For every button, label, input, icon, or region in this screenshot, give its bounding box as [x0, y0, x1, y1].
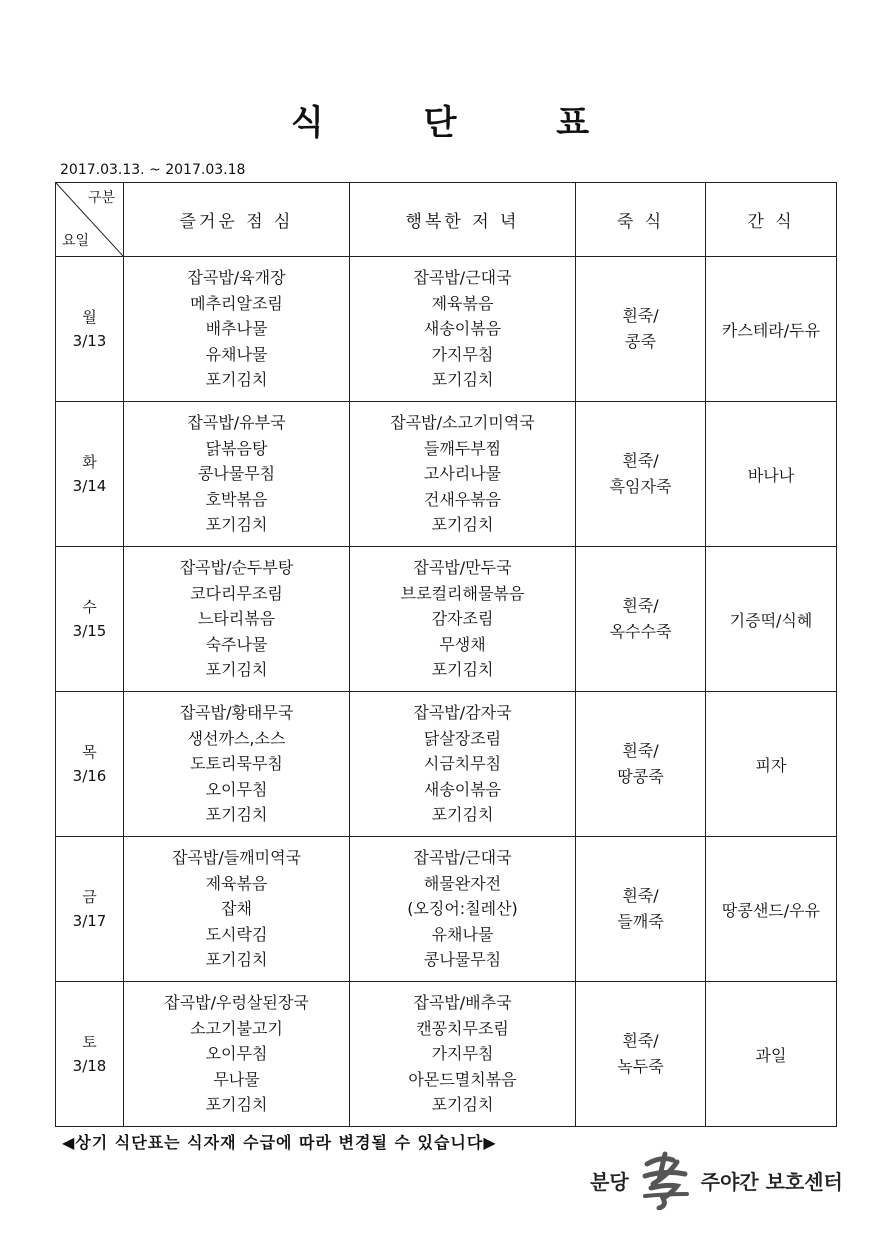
weekday-label: 월 — [82, 308, 97, 326]
logo-text-left: 분당 — [590, 1169, 629, 1194]
porridge-item: 들깨죽 — [617, 912, 664, 931]
change-notice: ◀상기 식단표는 식자재 수급에 따라 변경될 수 있습니다▶ — [62, 1133, 497, 1152]
hyo-character-logo-icon — [637, 1150, 693, 1210]
dinner-header: 행복한 저 녁 — [350, 183, 576, 257]
lunch-item: 도시락김 — [205, 924, 268, 944]
porridge-item: 녹두죽 — [617, 1057, 664, 1076]
lunch-item: 포기김치 — [205, 370, 268, 390]
dinner-item: 캔꽁치무조림 — [416, 1018, 509, 1038]
porridge-item: 흰죽/ — [622, 596, 659, 615]
header-row — [56, 183, 837, 257]
lunch-item: 코다리무조림 — [190, 583, 283, 603]
dinner-cell — [350, 692, 576, 837]
lunch-cell — [124, 257, 350, 402]
lunch-item: 오이무침 — [205, 779, 268, 799]
meal-plan-table — [55, 182, 837, 1127]
dinner-item: 새송이볶음 — [423, 319, 502, 339]
lunch-item: 생선까스,소스 — [187, 728, 286, 748]
day-cell — [56, 402, 124, 547]
lunch-item: 제육볶음 — [205, 873, 268, 893]
weekday-label: 금 — [82, 888, 97, 906]
porridge-item: 흰죽/ — [622, 741, 659, 760]
dinner-cell — [350, 547, 576, 692]
dinner-cell — [350, 982, 576, 1127]
lunch-cell — [124, 982, 350, 1127]
weekday-label: 수 — [82, 598, 97, 616]
lunch-cell — [124, 547, 350, 692]
lunch-header: 즐거운 점 심 — [124, 183, 350, 257]
lunch-item: 잡곡밥/황태무국 — [179, 703, 294, 723]
lunch-item: 닭볶음탕 — [205, 438, 268, 458]
dinner-item: 제육볶음 — [431, 293, 494, 313]
dinner-item: 잡곡밥/배추국 — [413, 993, 512, 1013]
lunch-cell — [124, 837, 350, 982]
dinner-item: 고사리나물 — [423, 464, 502, 484]
dinner-item: 시금치무침 — [423, 754, 502, 774]
lunch-cell — [124, 402, 350, 547]
date-range: 2017.03.13. ~ 2017.03.18 — [60, 162, 246, 178]
day-row — [56, 257, 837, 402]
porridge-cell — [576, 547, 706, 692]
meal-plan-body — [56, 257, 837, 1127]
lunch-item: 포기김치 — [205, 805, 268, 825]
dinner-item: 포기김치 — [431, 805, 494, 825]
dinner-item: 무생채 — [439, 634, 486, 654]
logo-text-right: 주야간 보호센터 — [700, 1169, 843, 1194]
lunch-item: 콩나물무침 — [197, 464, 276, 484]
snack-cell: 카스테라/두유 — [706, 257, 837, 402]
snack-cell: 땅콩샌드/우유 — [706, 837, 837, 982]
lunch-item: 소고기불고기 — [190, 1018, 283, 1038]
dinner-item: 잡곡밥/감자국 — [413, 703, 512, 723]
lunch-item: 숙주나물 — [205, 634, 268, 654]
lunch-item: 잡곡밥/들깨미역국 — [171, 848, 302, 868]
dinner-item: 가지무침 — [431, 344, 494, 364]
lunch-item: 잡곡밥/우렁살된장국 — [164, 993, 309, 1013]
lunch-item: 무나물 — [213, 1069, 260, 1089]
day-cell — [56, 837, 124, 982]
porridge-cell — [576, 982, 706, 1127]
corner-category-label: 구분 — [87, 190, 115, 206]
dinner-item: 감자조림 — [431, 609, 494, 629]
porridge-item: 옥수수죽 — [609, 622, 672, 641]
day-row — [56, 402, 837, 547]
lunch-item: 잡곡밥/육개장 — [187, 268, 286, 288]
dinner-item: 포기김치 — [431, 1095, 494, 1115]
day-row — [56, 692, 837, 837]
weekday-label: 토 — [82, 1033, 97, 1051]
porridge-item: 흰죽/ — [622, 1031, 659, 1050]
dinner-item: 포기김치 — [431, 660, 494, 680]
day-cell — [56, 547, 124, 692]
lunch-cell — [124, 692, 350, 837]
snack-header: 간 식 — [706, 183, 837, 257]
dinner-item: (오징어:칠레산) — [407, 899, 518, 919]
weekday-label: 목 — [82, 743, 97, 761]
dinner-item: 잡곡밥/근대국 — [413, 848, 512, 868]
dinner-item: 포기김치 — [431, 370, 494, 390]
lunch-item: 메추리알조림 — [190, 293, 283, 313]
lunch-item: 호박볶음 — [205, 489, 268, 509]
porridge-item: 흰죽/ — [622, 451, 659, 470]
porridge-item: 콩죽 — [625, 332, 656, 351]
dinner-cell — [350, 257, 576, 402]
date-label: 3/14 — [72, 477, 107, 495]
weekday-label: 화 — [82, 453, 97, 471]
dinner-item: 브로컬리해물볶음 — [400, 583, 525, 603]
date-label: 3/15 — [72, 622, 107, 640]
corner-header-cell — [56, 183, 124, 257]
page-title: 식 단 표 — [290, 103, 634, 143]
day-row — [56, 982, 837, 1127]
day-cell — [56, 257, 124, 402]
dinner-item: 잡곡밥/근대국 — [413, 268, 512, 288]
lunch-item: 잡채 — [221, 899, 252, 919]
date-label: 3/13 — [72, 332, 107, 350]
porridge-cell — [576, 692, 706, 837]
day-cell — [56, 982, 124, 1127]
dinner-item: 들깨두부찜 — [423, 438, 502, 458]
corner-weekday-label: 요일 — [62, 233, 90, 249]
lunch-item: 오이무침 — [205, 1044, 268, 1064]
dinner-item: 콩나물무침 — [423, 950, 502, 970]
porridge-header: 죽 식 — [576, 183, 706, 257]
day-row — [56, 837, 837, 982]
lunch-item: 잡곡밥/유부국 — [187, 413, 286, 433]
porridge-cell — [576, 837, 706, 982]
lunch-item: 도토리묵무침 — [190, 754, 283, 774]
lunch-item: 포기김치 — [205, 950, 268, 970]
snack-cell: 기증떡/식혜 — [706, 547, 837, 692]
lunch-item: 잡곡밥/순두부탕 — [179, 558, 294, 578]
day-row — [56, 547, 837, 692]
day-cell — [56, 692, 124, 837]
date-label: 3/17 — [72, 912, 107, 930]
lunch-item: 배추나물 — [205, 319, 268, 339]
dinner-item: 건새우볶음 — [423, 489, 502, 509]
dinner-item: 잡곡밥/만두국 — [413, 558, 512, 578]
snack-cell: 과일 — [706, 982, 837, 1127]
porridge-item: 흰죽/ — [622, 306, 659, 325]
dinner-item: 잡곡밥/소고기미역국 — [390, 413, 535, 433]
date-label: 3/16 — [72, 767, 107, 785]
lunch-item: 포기김치 — [205, 660, 268, 680]
dinner-item: 새송이볶음 — [423, 779, 502, 799]
dinner-item: 아몬드멸치볶음 — [408, 1069, 517, 1089]
dinner-item: 해물완자전 — [423, 873, 502, 893]
lunch-item: 느타리볶음 — [197, 609, 276, 629]
dinner-item: 닭살장조림 — [423, 728, 502, 748]
snack-cell: 바나나 — [706, 402, 837, 547]
porridge-item: 흑임자죽 — [609, 477, 672, 496]
date-label: 3/18 — [72, 1057, 107, 1075]
dinner-item: 유채나물 — [431, 924, 494, 944]
porridge-item: 흰죽/ — [622, 886, 659, 905]
lunch-item: 포기김치 — [205, 1095, 268, 1115]
porridge-cell — [576, 257, 706, 402]
porridge-item: 땅콩죽 — [617, 767, 664, 786]
center-logo — [590, 1150, 843, 1210]
lunch-item: 유채나물 — [205, 344, 268, 364]
dinner-item: 가지무침 — [431, 1044, 494, 1064]
snack-cell: 피자 — [706, 692, 837, 837]
lunch-item: 포기김치 — [205, 515, 268, 535]
dinner-item: 포기김치 — [431, 515, 494, 535]
porridge-cell — [576, 402, 706, 547]
dinner-cell — [350, 837, 576, 982]
dinner-cell — [350, 402, 576, 547]
